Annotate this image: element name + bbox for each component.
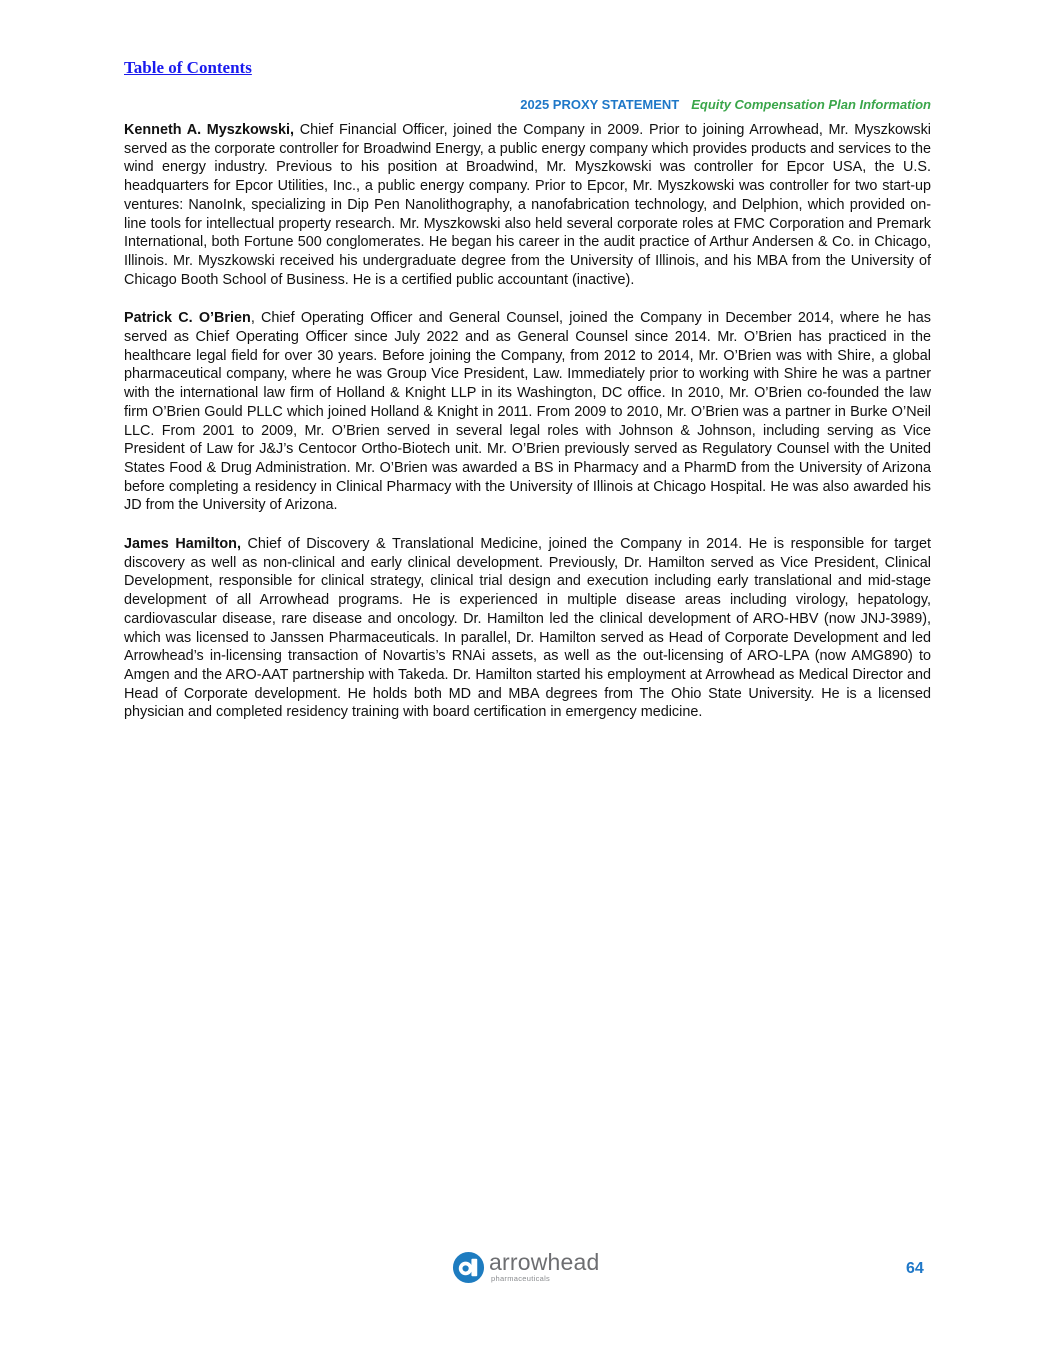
- arrowhead-logo-icon: [452, 1251, 485, 1284]
- bio-paragraph: [124, 309, 931, 515]
- bio-paragraph: [124, 535, 931, 722]
- bio-text: Chief Financial Officer, joined the Company in 2009. Prior to joining Arrowhead, Mr. Myszkowski served as the corporate controller for Broadwind Energy, a public energy company which provides products and services to the wind energy industry. Previous to his position at Broadwind, Mr. Myszkowski was controller for Epcor USA, the U.S. headquarters for Epcor Utilities, Inc., a public energy company. Prior to Epcor, Mr. Myszkowski was controller for two start-up ventures: NanoInk, specializing in Dip Pen Nanolithography, a nanofabrication technology, and Delphion, which provided on-line tools for intellectual property research. Mr. Myszkowski also held several corporate roles at FMC Corporation and Premark International, both Fortune 500 conglomerates. He began his career in the audit practice of Arthur Andersen & Co. in Chicago, Illinois. Mr. Myszkowski received his undergraduate degree from the University of Illinois, and his MBA from the University of Chicago Booth School of Business. He is a certified public accountant (inactive).: [124, 122, 931, 288]
- logo-subtitle: pharmaceuticals: [491, 1274, 551, 1284]
- bio-text: Chief of Discovery & Translational Medicine, joined the Company in 2014. He is responsible for target discovery as well as non-clinical and early clinical development. Previously, Dr. Hamilton served as Vice President, Clinical Development, responsible for clinical strategy, clinical trial design and execution including early translational and mid-stage development of all Arrowhead programs. He is experienced in multiple disease areas including virology, hepatology, cardiovascular disease, rare disease and oncology. Dr. Hamilton led the clinical development of ARO-HBV (now JNJ-3989), which was licensed to Janssen Pharmaceuticals. In parallel, Dr. Hamilton served as Head of Corporate Development and led Arrowhead’s in-licensing transaction of Novartis’s RNAi assets, as well as the out-licensing of ARO-LPA (now AMG890) to Amgen and the ARO-AAT partnership with Takeda. Dr. Hamilton started his employment at Arrowhead as Medical Director and Head of Corporate development. He holds both MD and MBA degrees from The Ohio State University. He is a licensed physician and completed residency training with board certification in emergency medicine.: [124, 536, 931, 721]
- page-header: [520, 97, 931, 112]
- bio-content: [124, 121, 931, 742]
- proxy-statement-label: 2025 PROXY STATEMENT: [520, 97, 680, 112]
- bio-text: , Chief Operating Officer and General Counsel, joined the Company in December 2014, where he has served as Chief Operating Officer since July 2022 and as General Counsel since 2014. Mr. O’Brien has practiced in the healthcare legal field for over 30 years. Before joining the Company, from 2012 to 2014, Mr. O’Brien was with Shire, a global pharmaceutical company, where he was Group Vice President, Law. Immediately prior to working with Shire he was a partner with the international law firm of Holland & Knight LLP in its Washington, DC office. In 2010, Mr. O’Brien co-founded the law firm O’Brien Gould PLLC which joined Holland & Knight in 2011. From 2009 to 2010, Mr. O’Brien was a partner in Burke O’Neil LLC. From 2001 to 2009, Mr. O’Brien served in several legal roles with Johnson & Johnson, including serving as Vice President of Law for J&J’s Centocor Ortho-Biotech unit. Mr. O’Brien previously served as Regulatory Counsel with the United States Food & Drug Administration. Mr. O’Brien was awarded a BS in Pharmacy and a PharmD from the University of Arizona before completing a residency in Clinical Pharmacy with the University of Illinois at Chicago Hospital. He was also awarded his JD from the University of Arizona.: [124, 310, 931, 514]
- logo-wordmark: [489, 1251, 599, 1283]
- section-title: Equity Compensation Plan Information: [691, 97, 931, 112]
- bio-paragraph: [124, 121, 931, 289]
- bio-name: James Hamilton,: [124, 536, 241, 553]
- table-of-contents-link[interactable]: Table of Contents: [124, 58, 252, 77]
- bio-name: Kenneth A. Myszkowski,: [124, 122, 294, 138]
- bio-name: Patrick C. O’Brien: [124, 310, 251, 327]
- logo-word: arrowhead: [489, 1249, 600, 1276]
- arrowhead-logo: [452, 1250, 599, 1284]
- page-number: 64: [906, 1260, 924, 1277]
